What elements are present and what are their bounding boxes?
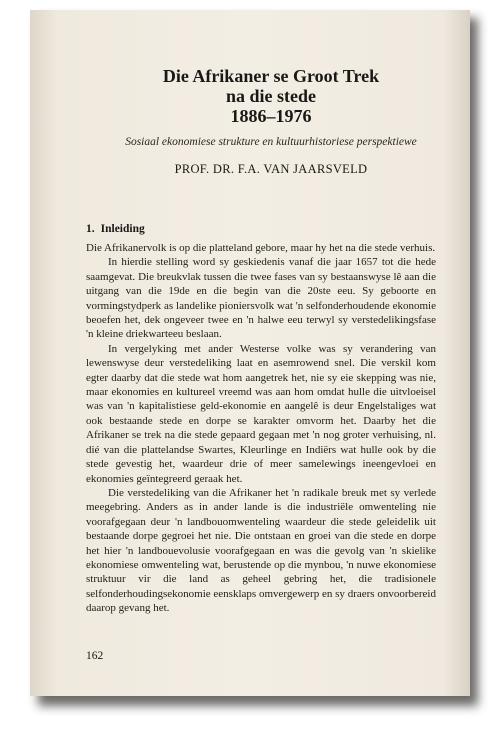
section-number: 1. (86, 223, 95, 235)
article-subtitle: Sosiaal ekonomiese strukture en kultuurhistoriese perspektiewe (125, 136, 417, 148)
section-heading (86, 223, 436, 235)
article-title (86, 66, 436, 126)
article-title-line-2: na die stede (226, 86, 316, 106)
paragraph-3: In vergelyking met ander Westerse volke was sy verandering van lewenswyse deur verstedeliking laat en asemrowend snel. Die verskil kom egter daarby dat die stede wat hom aangetrek het, nie sy eie skepping was nie, maar ekonomies en kultureel vreemd was aan hom omdat hulle die uitvloeisel was van 'n kapitalistiese geld-ekonomie en aangelê is deur Engelstaliges wat ook bestaande stede en dorpe se karakter omvorm het. Daarby het die Afrikaner se trek na die stede gepaard gegaan met 'n nog groter verhuising, nl. dié van die plattelandse Swartes, Kleurlinge en Indiërs wat hulle ook by die stede gevestig het, waardeur drie of meer samelewings ineengevloei en ekonomies geïntegreerd geraak het. (86, 342, 436, 485)
paragraph-2: In hierdie stelling word sy geskiedenis vanaf die jaar 1657 tot die hede saamgevat. Die breukvlak tussen die twee fases van sy bestaanswyse lê aan die uitgang van die 19de en die begin van die 20ste eeu. Sy geboorte en vormingstydperk as landelike pioniersvolk wat 'n selfonderhoudende ekonomie beoefen het, dek ongeveer twee en 'n halwe eeu terwyl sy verstedelikingsfase 'n kleine driekwarteeu beslaan. (86, 256, 436, 341)
paragraph-4: Die verstedeliking van die Afrikaner het 'n radikale breuk met sy verlede meegebring. Anders as in ander lande is die industriële omwenteling nie voorafgegaan deur 'n landbouomwenteling waardeur die stede geleidelik uit bestaande dorpe gegroei het nie. Die ontstaan en groei van die stede en dorpe het hier 'n landbouevolusie voorafgegaan en was die gevolg van 'n skielike ekonomiese omwenteling wat, berustende op die mynbou, 'n nuwe ekonomiese struktuur vir die land as geheel gebring het, die tradisionele selfonderhoudingsekonomie eensklaps omvergewerp en sy draers onvoorbereid daarop gevang het. (86, 486, 436, 615)
section-title: Inleiding (100, 223, 145, 235)
document-page (30, 10, 470, 696)
article-body (86, 241, 436, 616)
page-number: 162 (86, 650, 104, 662)
article-author: PROF. DR. F.A. VAN JAARSVELD (174, 162, 368, 176)
article-title-line-3: 1886–1976 (230, 106, 312, 126)
article-title-line-1: Die Afrikaner se Groot Trek (162, 66, 380, 86)
page-content (86, 66, 436, 616)
paragraph-1: Die Afrikanervolk is op die platteland gebore, maar hy het na die stede verhuis. (86, 242, 436, 254)
